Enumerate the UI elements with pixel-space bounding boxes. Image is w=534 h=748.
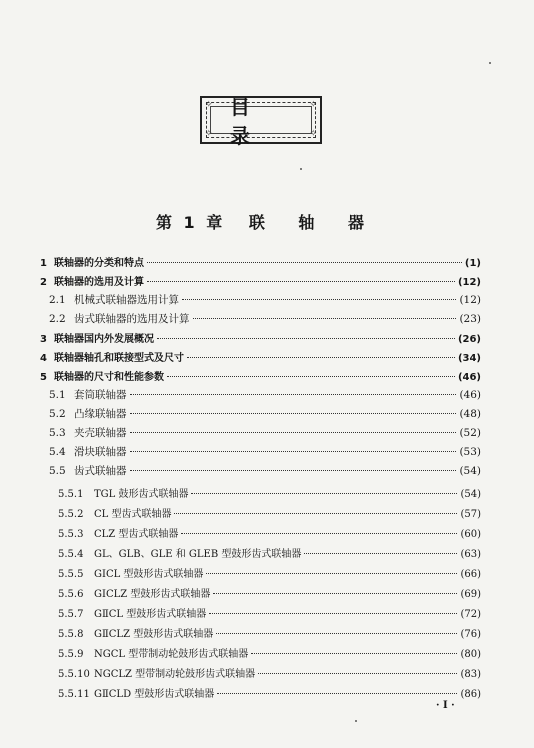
toc-entry-number: 5.5.2 bbox=[58, 509, 84, 520]
toc-entry-title: 联轴器的选用及计算 bbox=[54, 277, 144, 288]
toc-entry-number: 4 bbox=[40, 353, 47, 364]
toc-dot-leader bbox=[187, 357, 455, 358]
toc-dot-leader bbox=[193, 318, 457, 319]
toc-entry-number: 5.5.9 bbox=[58, 649, 84, 660]
toc-dot-leader bbox=[216, 633, 457, 634]
toc-dot-leader bbox=[191, 493, 457, 494]
frame-corner-ornament: ✧ bbox=[205, 100, 213, 110]
toc-entry-number: 5.1 bbox=[49, 389, 66, 401]
toc-entry[interactable] bbox=[58, 645, 481, 664]
toc-dot-leader bbox=[130, 432, 457, 433]
toc-entry-number: 5.5.11 bbox=[58, 689, 90, 700]
toc-entry[interactable] bbox=[49, 406, 481, 425]
toc-dot-leader bbox=[209, 613, 457, 614]
toc-entry[interactable] bbox=[58, 665, 481, 684]
toc-entry[interactable] bbox=[49, 387, 481, 406]
scan-speck bbox=[355, 720, 357, 722]
toc-entry-page: (66) bbox=[460, 569, 481, 580]
toc-entry-page: (52) bbox=[459, 427, 481, 439]
chapter-number: 第 1 章 bbox=[155, 213, 226, 232]
toc-dot-leader bbox=[213, 593, 457, 594]
toc-entry[interactable] bbox=[58, 525, 481, 544]
toc-entry-page: (1) bbox=[464, 258, 481, 269]
toc-dot-leader bbox=[217, 693, 457, 694]
toc-dot-leader bbox=[206, 573, 457, 574]
toc-dot-leader bbox=[130, 394, 457, 395]
toc-entry-page: (54) bbox=[459, 465, 481, 477]
toc-entry-title: GICL 型鼓形齿式联轴器 bbox=[94, 569, 204, 580]
toc-entry[interactable] bbox=[58, 685, 481, 704]
toc-entry-number: 5.5.5 bbox=[58, 569, 84, 580]
toc-dot-leader bbox=[147, 281, 455, 282]
toc-entry-title: 凸缘联轴器 bbox=[74, 408, 127, 420]
toc-dot-leader bbox=[157, 338, 455, 339]
toc-entry-title: 机械式联轴器选用计算 bbox=[74, 294, 179, 306]
toc-entry[interactable] bbox=[49, 425, 481, 444]
toc-entry[interactable] bbox=[49, 311, 481, 330]
toc-entry-number: 5.5.4 bbox=[58, 549, 84, 560]
toc-entry-page: (86) bbox=[460, 689, 481, 700]
toc-entry-title: 联轴器国内外发展概况 bbox=[54, 334, 154, 345]
toc-entry-page: (46) bbox=[457, 372, 481, 383]
toc-entry-title: TGL 鼓形齿式联轴器 bbox=[94, 489, 189, 500]
toc-entry-page: (12) bbox=[457, 277, 481, 288]
scan-speck bbox=[489, 62, 491, 64]
toc-entry-title: 套筒联轴器 bbox=[74, 389, 127, 401]
toc-entry-page: (80) bbox=[460, 649, 481, 660]
toc-entry-number: 1 bbox=[40, 258, 47, 269]
toc-entry-page: (83) bbox=[460, 669, 481, 680]
page-number: · I · bbox=[436, 700, 455, 711]
toc-entry[interactable] bbox=[58, 545, 481, 564]
toc-dot-leader bbox=[258, 673, 457, 674]
toc-entry-page: (26) bbox=[457, 334, 481, 345]
toc-entry-title: 联轴器轴孔和联接型式及尺寸 bbox=[54, 353, 184, 364]
toc-entry-number: 5.4 bbox=[49, 446, 66, 458]
toc-entry[interactable] bbox=[58, 585, 481, 604]
toc-entry-number: 5.5.8 bbox=[58, 629, 84, 640]
toc-entry-number: 2 bbox=[40, 277, 47, 288]
toc-entry-title: GICLZ 型鼓形齿式联轴器 bbox=[94, 589, 211, 600]
toc-entry-title: NGCLZ 型带制动轮鼓形齿式联轴器 bbox=[94, 669, 256, 680]
toc-entry[interactable] bbox=[58, 605, 481, 624]
toc-entry[interactable] bbox=[40, 330, 481, 349]
toc-dot-leader bbox=[182, 299, 456, 300]
toc-entry[interactable] bbox=[49, 444, 481, 463]
toc-entry[interactable] bbox=[40, 368, 481, 387]
toc-entry[interactable] bbox=[58, 485, 481, 504]
toc-entry-title: CL 型齿式联轴器 bbox=[94, 509, 172, 520]
toc-entry-page: (72) bbox=[460, 609, 481, 620]
frame-corner-ornament: ✧ bbox=[309, 129, 317, 139]
frame-corner-ornament: ✧ bbox=[309, 100, 317, 110]
toc-entry-number: 5.5.7 bbox=[58, 609, 84, 620]
toc-entry[interactable] bbox=[40, 273, 481, 292]
toc-entry[interactable] bbox=[40, 254, 481, 273]
toc-title: 目 录 bbox=[230, 95, 278, 148]
toc-entry[interactable] bbox=[58, 625, 481, 644]
toc-dot-leader bbox=[251, 653, 457, 654]
toc-entry-title: GⅡCL 型鼓形齿式联轴器 bbox=[94, 609, 207, 620]
toc-entry-number: 5.2 bbox=[49, 408, 66, 420]
toc-entry-title: NGCL 型带制动轮鼓形齿式联轴器 bbox=[94, 649, 249, 660]
toc-entry[interactable] bbox=[40, 349, 481, 368]
toc-entry-page: (63) bbox=[460, 549, 481, 560]
toc-entry[interactable] bbox=[58, 565, 481, 584]
toc-entry-page: (60) bbox=[460, 529, 481, 540]
toc-dot-leader bbox=[181, 533, 457, 534]
toc-dot-leader bbox=[147, 262, 462, 263]
toc-entry-page: (48) bbox=[459, 408, 481, 420]
toc-entry-title: 齿式联轴器 bbox=[74, 465, 127, 477]
scan-speck bbox=[300, 168, 302, 170]
chapter-name: 联 轴 器 bbox=[248, 213, 378, 232]
toc-entry-page: (69) bbox=[460, 589, 481, 600]
toc-entry-title: CLZ 型齿式联轴器 bbox=[94, 529, 179, 540]
toc-entry-title: 齿式联轴器的选用及计算 bbox=[74, 313, 190, 325]
toc-entry-page: (12) bbox=[459, 294, 481, 306]
toc-entry-title: GⅡCLD 型鼓形齿式联轴器 bbox=[94, 689, 215, 700]
toc-dot-leader bbox=[130, 451, 457, 452]
toc-entry-title: GL、GLB、GLE 和 GLEB 型鼓形齿式联轴器 bbox=[94, 549, 302, 560]
toc-entry-page: (23) bbox=[459, 313, 481, 325]
toc-entry-title: 滑块联轴器 bbox=[74, 446, 127, 458]
toc-dot-leader bbox=[174, 513, 457, 514]
toc-entry[interactable] bbox=[58, 505, 481, 524]
toc-entry-number: 5 bbox=[40, 372, 47, 383]
toc-entry-title: 联轴器的尺寸和性能参数 bbox=[54, 372, 164, 383]
toc-entry-page: (34) bbox=[457, 353, 481, 364]
frame-corner-ornament: ✧ bbox=[205, 129, 213, 139]
toc-entry-number: 5.5.3 bbox=[58, 529, 84, 540]
toc-entry[interactable] bbox=[49, 292, 481, 311]
toc-dot-leader bbox=[130, 470, 457, 471]
toc-entry-page: (54) bbox=[460, 489, 481, 500]
chapter-heading bbox=[0, 210, 534, 233]
toc-entry-number: 2.1 bbox=[49, 294, 66, 306]
toc-entry-number: 5.5.1 bbox=[58, 489, 84, 500]
toc-entry-page: (53) bbox=[459, 446, 481, 458]
toc-entry-title: 联轴器的分类和特点 bbox=[54, 258, 144, 269]
toc-entry-number: 2.2 bbox=[49, 313, 66, 325]
toc-dot-leader bbox=[130, 413, 457, 414]
toc-entry-number: 3 bbox=[40, 334, 47, 345]
toc-entry-page: (46) bbox=[459, 389, 481, 401]
toc-entry-number: 5.5.6 bbox=[58, 589, 84, 600]
toc-entry-page: (57) bbox=[460, 509, 481, 520]
toc-dot-leader bbox=[167, 376, 455, 377]
toc-entry-title: GⅡCLZ 型鼓形齿式联轴器 bbox=[94, 629, 214, 640]
toc-entry-number: 5.5 bbox=[49, 465, 66, 477]
toc-entry[interactable] bbox=[49, 463, 481, 482]
toc-entry-number: 5.5.10 bbox=[58, 669, 90, 680]
toc-entry-number: 5.3 bbox=[49, 427, 66, 439]
toc-entry-page: (76) bbox=[460, 629, 481, 640]
toc-title-frame bbox=[200, 95, 322, 148]
toc-dot-leader bbox=[304, 553, 457, 554]
toc-entry-title: 夹壳联轴器 bbox=[74, 427, 127, 439]
